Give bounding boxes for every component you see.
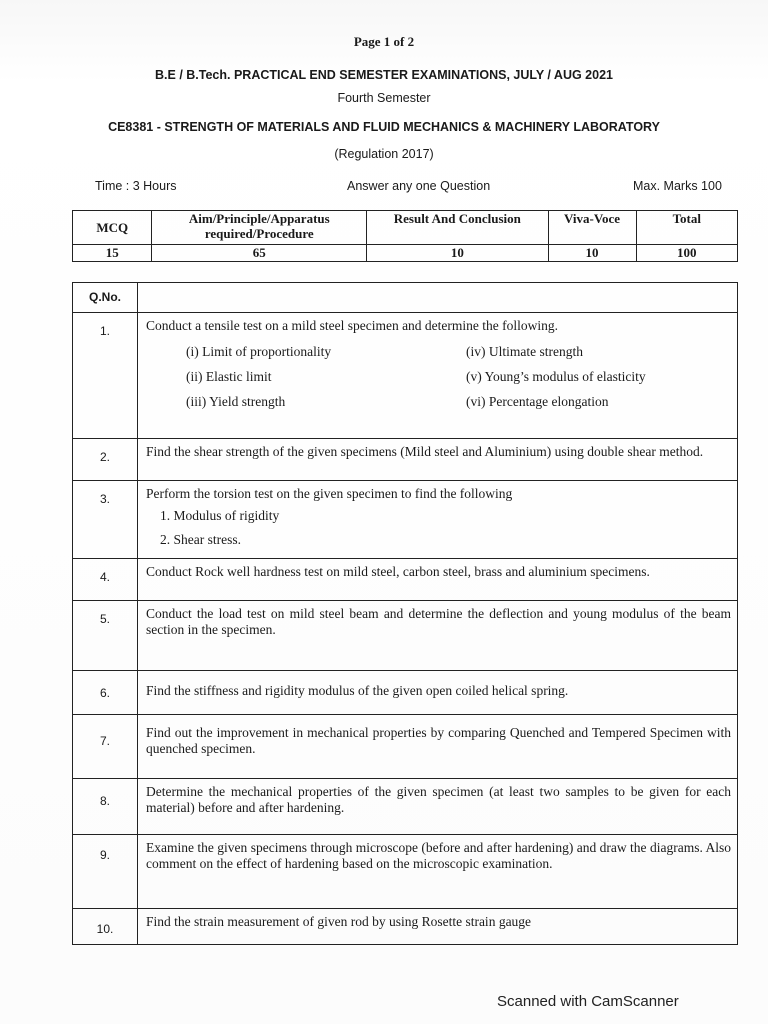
question-row-4 xyxy=(73,559,738,601)
question-row-9 xyxy=(73,835,738,909)
subitem: 1. Modulus of rigidity xyxy=(160,508,280,523)
question-text: Conduct Rock well hardness test on mild steel, carbon steel, brass and aluminium specimens. xyxy=(138,559,738,601)
question-header-cell xyxy=(138,283,738,313)
question-text: Find the stiffness and rigidity modulus of the given open coiled helical spring. xyxy=(138,671,738,715)
marks-value-procedure: 65 xyxy=(152,245,367,262)
marks-distribution-table xyxy=(72,210,738,262)
marks-header-result: Result And Conclusion xyxy=(367,211,548,245)
marks-header-procedure: Aim/Principle/Apparatus required/Procedure xyxy=(152,211,367,245)
question-row-5 xyxy=(73,601,738,671)
subitem: (iv) Ultimate strength xyxy=(466,344,583,359)
question-text: Find out the improvement in mechanical properties by comparing Quenched and Tempered Specimen with quenched specimen. xyxy=(138,715,738,779)
marks-value-result: 10 xyxy=(367,245,548,262)
question-text: Determine the mechanical properties of the given specimen (at least two samples to be given for each material) before and after hardening. xyxy=(138,779,738,835)
subitem: (ii) Elastic limit xyxy=(186,369,272,384)
time-label: Time : 3 Hours xyxy=(95,179,177,193)
question-text xyxy=(138,481,738,559)
marks-header-total: Total xyxy=(636,211,737,245)
question-number: 6. xyxy=(73,671,138,715)
subitem: 2. Shear stress. xyxy=(160,532,241,547)
question-number: 10. xyxy=(73,909,138,945)
question-row-2 xyxy=(73,439,738,481)
question-1-subitems xyxy=(186,344,731,410)
semester: Fourth Semester xyxy=(337,91,431,105)
marks-header-viva: Viva-Voce xyxy=(548,211,636,245)
exam-title: B.E / B.Tech. PRACTICAL END SEMESTER EXAMINATIONS, JULY / AUG 2021 xyxy=(155,68,613,82)
question-row-10 xyxy=(73,909,738,945)
marks-header-mcq: MCQ xyxy=(73,211,152,245)
question-row-8 xyxy=(73,779,738,835)
question-number: 2. xyxy=(73,439,138,481)
question-number: 4. xyxy=(73,559,138,601)
question-number: 7. xyxy=(73,715,138,779)
question-row-1 xyxy=(73,313,738,439)
course-title: CE8381 - STRENGTH OF MATERIALS AND FLUID MECHANICS & MACHINERY LABORATORY xyxy=(108,120,660,134)
question-number: 5. xyxy=(73,601,138,671)
question-number: 1. xyxy=(73,313,138,439)
instruction: Answer any one Question xyxy=(347,179,491,193)
question-3-subitems xyxy=(160,508,731,548)
question-text: Conduct the load test on mild steel beam and determine the deflection and young modulus of the beam section in the specimen. xyxy=(138,601,738,671)
question-text xyxy=(138,313,738,439)
question-1-text: Conduct a tensile test on a mild steel specimen and determine the following. xyxy=(146,318,559,333)
question-number: 3. xyxy=(73,481,138,559)
subitem: (vi) Percentage elongation xyxy=(466,394,609,409)
subitem: (i) Limit of proportionality xyxy=(186,344,332,359)
question-row-6 xyxy=(73,671,738,715)
question-number: 9. xyxy=(73,835,138,909)
questions-table xyxy=(72,282,738,945)
marks-value-mcq: 15 xyxy=(73,245,152,262)
question-text: Examine the given specimens through microscope (before and after hardening) and draw the diagrams. Also comment on the effect of hardening based on the microscopic examination. xyxy=(138,835,738,909)
page-number: Page 1 of 2 xyxy=(353,34,415,49)
question-text: Find the strain measurement of given rod by using Rosette strain gauge xyxy=(138,909,738,945)
scanner-watermark: Scanned with CamScanner xyxy=(497,993,679,1010)
max-marks: Max. Marks 100 xyxy=(633,179,722,193)
marks-value-viva: 10 xyxy=(548,245,636,262)
question-row-7 xyxy=(73,715,738,779)
qno-header: Q.No. xyxy=(73,283,138,313)
regulation: (Regulation 2017) xyxy=(334,147,434,161)
subitem: (iii) Yield strength xyxy=(186,394,286,409)
question-3-text: Perform the torsion test on the given specimen to find the following xyxy=(146,486,513,501)
question-row-3 xyxy=(73,481,738,559)
question-number: 8. xyxy=(73,779,138,835)
subitem: (v) Young’s modulus of elasticity xyxy=(466,369,646,384)
question-text: Find the shear strength of the given specimens (Mild steel and Aluminium) using double shear method. xyxy=(138,439,738,481)
marks-value-total: 100 xyxy=(636,245,737,262)
